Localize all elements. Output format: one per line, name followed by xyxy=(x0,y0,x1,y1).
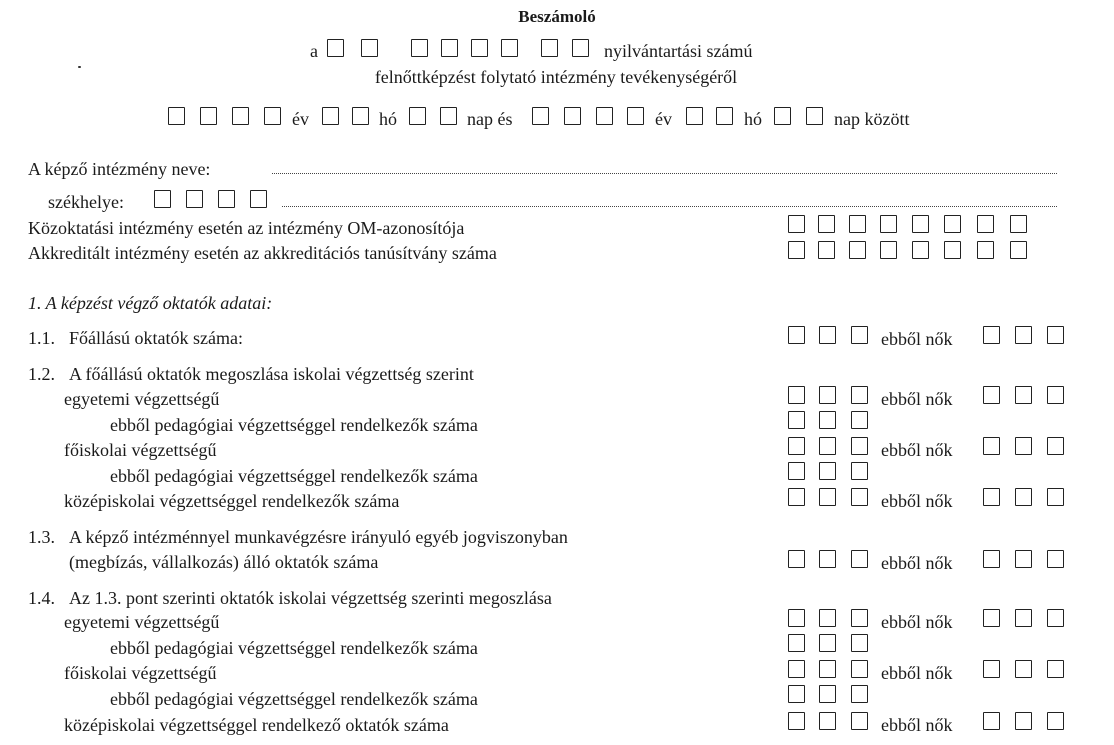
from-day-label: nap és xyxy=(467,109,513,129)
women-digit-box[interactable] xyxy=(1015,712,1032,730)
count-digit-box[interactable] xyxy=(851,660,868,678)
item-label: Főállású oktatók száma: xyxy=(69,328,243,348)
from-year-box[interactable] xyxy=(232,107,249,125)
women-digit-box[interactable] xyxy=(1047,437,1064,455)
count-digit-box[interactable] xyxy=(851,550,868,568)
to-year-box[interactable] xyxy=(596,107,613,125)
om-id-label: Közoktatási intézmény esetén az intézmény OM-azonosítója xyxy=(28,218,465,238)
seat-postcode-box[interactable] xyxy=(250,190,267,208)
om-id-digit-box[interactable] xyxy=(880,215,897,233)
registration-digit-box[interactable] xyxy=(327,39,344,57)
seat-label: székhelye: xyxy=(48,192,124,212)
women-digit-box[interactable] xyxy=(1015,437,1032,455)
women-label: ebből nők xyxy=(881,663,953,683)
to-month-box[interactable] xyxy=(686,107,703,125)
to-year-box[interactable] xyxy=(564,107,581,125)
item-number: 1.1. xyxy=(28,328,55,348)
registration-digit-box[interactable] xyxy=(572,39,589,57)
women-label: ebből nők xyxy=(881,491,953,511)
item-label: A főállású oktatók megoszlása iskolai végzettség szerint xyxy=(69,364,474,384)
count-digit-box[interactable] xyxy=(788,411,805,429)
accreditation-digit-box[interactable] xyxy=(818,241,835,259)
count-digit-box[interactable] xyxy=(819,411,836,429)
count-digit-box[interactable] xyxy=(851,462,868,480)
from-month-box[interactable] xyxy=(352,107,369,125)
women-digit-box[interactable] xyxy=(1015,326,1032,344)
count-digit-box[interactable] xyxy=(788,660,805,678)
accreditation-digit-box[interactable] xyxy=(880,241,897,259)
from-year-label: év xyxy=(292,109,309,129)
count-digit-box[interactable] xyxy=(788,550,805,568)
count-digit-box[interactable] xyxy=(788,685,805,703)
count-digit-box[interactable] xyxy=(851,609,868,627)
count-digit-box[interactable] xyxy=(819,462,836,480)
women-digit-box[interactable] xyxy=(983,609,1000,627)
om-id-digit-box[interactable] xyxy=(977,215,994,233)
from-year-box[interactable] xyxy=(168,107,185,125)
accreditation-digit-box[interactable] xyxy=(944,241,961,259)
seat-address-field[interactable] xyxy=(282,206,1057,207)
item-number: 1.4. xyxy=(28,588,55,608)
om-id-digit-box[interactable] xyxy=(1010,215,1027,233)
women-label: ebből nők xyxy=(881,553,953,573)
from-month-label: hó xyxy=(379,109,397,129)
item-label: egyetemi végzettségű xyxy=(64,389,220,409)
women-digit-box[interactable] xyxy=(1047,660,1064,678)
count-digit-box[interactable] xyxy=(819,712,836,730)
women-digit-box[interactable] xyxy=(1047,609,1064,627)
registration-suffix: nyilvántartási számú xyxy=(604,41,753,61)
registration-digit-box[interactable] xyxy=(471,39,488,57)
registration-digit-box[interactable] xyxy=(501,39,518,57)
to-month-box[interactable] xyxy=(716,107,733,125)
seat-postcode-box[interactable] xyxy=(154,190,171,208)
count-digit-box[interactable] xyxy=(819,609,836,627)
ink-speck xyxy=(78,66,81,68)
count-digit-box[interactable] xyxy=(851,685,868,703)
item-label: ebből pedagógiai végzettséggel rendelkezők száma xyxy=(110,415,478,435)
count-digit-box[interactable] xyxy=(819,685,836,703)
item-label: főiskolai végzettségű xyxy=(64,440,217,460)
accreditation-digit-box[interactable] xyxy=(788,241,805,259)
accreditation-label: Akkreditált intézmény esetén az akkreditációs tanúsítvány száma xyxy=(28,243,497,263)
count-digit-box[interactable] xyxy=(788,326,805,344)
count-digit-box[interactable] xyxy=(819,660,836,678)
registration-digit-box[interactable] xyxy=(441,39,458,57)
from-day-box[interactable] xyxy=(409,107,426,125)
to-day-label: nap között xyxy=(834,109,910,129)
women-digit-box[interactable] xyxy=(1047,326,1064,344)
count-digit-box[interactable] xyxy=(851,326,868,344)
item-label: ebből pedagógiai végzettséggel rendelkezők száma xyxy=(110,466,478,486)
item-label: főiskolai végzettségű xyxy=(64,663,217,683)
women-digit-box[interactable] xyxy=(983,712,1000,730)
item-label: egyetemi végzettségű xyxy=(64,612,220,632)
count-digit-box[interactable] xyxy=(851,488,868,506)
women-digit-box[interactable] xyxy=(1015,488,1032,506)
women-digit-box[interactable] xyxy=(1047,386,1064,404)
institution-name-field[interactable] xyxy=(272,173,1057,174)
to-year-box[interactable] xyxy=(532,107,549,125)
count-digit-box[interactable] xyxy=(819,550,836,568)
women-digit-box[interactable] xyxy=(983,437,1000,455)
women-label: ebből nők xyxy=(881,329,953,349)
om-id-digit-box[interactable] xyxy=(849,215,866,233)
accreditation-digit-box[interactable] xyxy=(1010,241,1027,259)
item-number: 1.2. xyxy=(28,364,55,384)
to-month-label: hó xyxy=(744,109,762,129)
item-number: 1.3. xyxy=(28,527,55,547)
item-label: középiskolai végzettséggel rendelkező oktatók száma xyxy=(64,715,449,735)
form-subtitle: felnőttképzést folytató intézmény tevékenységéről xyxy=(374,67,738,87)
women-label: ebből nők xyxy=(881,612,953,632)
section-heading: 1. A képzést végző oktatók adatai: xyxy=(28,293,273,313)
to-day-box[interactable] xyxy=(806,107,823,125)
women-digit-box[interactable] xyxy=(1047,550,1064,568)
count-digit-box[interactable] xyxy=(788,437,805,455)
item-label: Az 1.3. pont szerinti oktatók iskolai végzettség szerinti megoszlása xyxy=(69,588,552,608)
count-digit-box[interactable] xyxy=(788,609,805,627)
women-digit-box[interactable] xyxy=(1015,609,1032,627)
count-digit-box[interactable] xyxy=(851,437,868,455)
count-digit-box[interactable] xyxy=(788,462,805,480)
count-digit-box[interactable] xyxy=(819,437,836,455)
from-month-box[interactable] xyxy=(322,107,339,125)
count-digit-box[interactable] xyxy=(788,634,805,652)
om-id-digit-box[interactable] xyxy=(818,215,835,233)
count-digit-box[interactable] xyxy=(851,386,868,404)
item-label: (megbízás, vállalkozás) álló oktatók száma xyxy=(69,552,379,572)
from-year-box[interactable] xyxy=(264,107,281,125)
to-year-box[interactable] xyxy=(627,107,644,125)
institution-name-label: A képző intézmény neve: xyxy=(28,159,211,179)
om-id-digit-box[interactable] xyxy=(788,215,805,233)
from-day-box[interactable] xyxy=(440,107,457,125)
women-digit-box[interactable] xyxy=(1015,386,1032,404)
accreditation-digit-box[interactable] xyxy=(977,241,994,259)
women-digit-box[interactable] xyxy=(1015,660,1032,678)
registration-digit-box[interactable] xyxy=(361,39,378,57)
count-digit-box[interactable] xyxy=(819,634,836,652)
women-label: ebből nők xyxy=(881,440,953,460)
count-digit-box[interactable] xyxy=(851,411,868,429)
om-id-digit-box[interactable] xyxy=(944,215,961,233)
women-digit-box[interactable] xyxy=(1047,488,1064,506)
women-digit-box[interactable] xyxy=(1047,712,1064,730)
seat-postcode-box[interactable] xyxy=(218,190,235,208)
seat-postcode-box[interactable] xyxy=(186,190,203,208)
item-label: ebből pedagógiai végzettséggel rendelkezők száma xyxy=(110,689,478,709)
om-id-digit-box[interactable] xyxy=(912,215,929,233)
women-digit-box[interactable] xyxy=(983,488,1000,506)
count-digit-box[interactable] xyxy=(819,326,836,344)
women-label: ebből nők xyxy=(881,715,953,735)
to-year-label: év xyxy=(655,109,672,129)
count-digit-box[interactable] xyxy=(851,712,868,730)
women-digit-box[interactable] xyxy=(983,386,1000,404)
count-digit-box[interactable] xyxy=(851,634,868,652)
registration-digit-box[interactable] xyxy=(411,39,428,57)
count-digit-box[interactable] xyxy=(788,712,805,730)
women-digit-box[interactable] xyxy=(983,326,1000,344)
women-digit-box[interactable] xyxy=(983,550,1000,568)
to-day-box[interactable] xyxy=(774,107,791,125)
accreditation-digit-box[interactable] xyxy=(912,241,929,259)
item-label: A képző intézménnyel munkavégzésre irányuló egyéb jogviszonyban xyxy=(69,527,568,547)
item-label: középiskolai végzettséggel rendelkezők száma xyxy=(64,491,400,511)
count-digit-box[interactable] xyxy=(788,386,805,404)
women-digit-box[interactable] xyxy=(983,660,1000,678)
count-digit-box[interactable] xyxy=(819,386,836,404)
registration-prefix: a xyxy=(310,41,318,61)
form-title: Beszámoló xyxy=(518,7,596,26)
registration-digit-box[interactable] xyxy=(541,39,558,57)
item-label: ebből pedagógiai végzettséggel rendelkezők száma xyxy=(110,638,478,658)
count-digit-box[interactable] xyxy=(788,488,805,506)
from-year-box[interactable] xyxy=(200,107,217,125)
women-digit-box[interactable] xyxy=(1015,550,1032,568)
women-label: ebből nők xyxy=(881,389,953,409)
accreditation-digit-box[interactable] xyxy=(849,241,866,259)
count-digit-box[interactable] xyxy=(819,488,836,506)
